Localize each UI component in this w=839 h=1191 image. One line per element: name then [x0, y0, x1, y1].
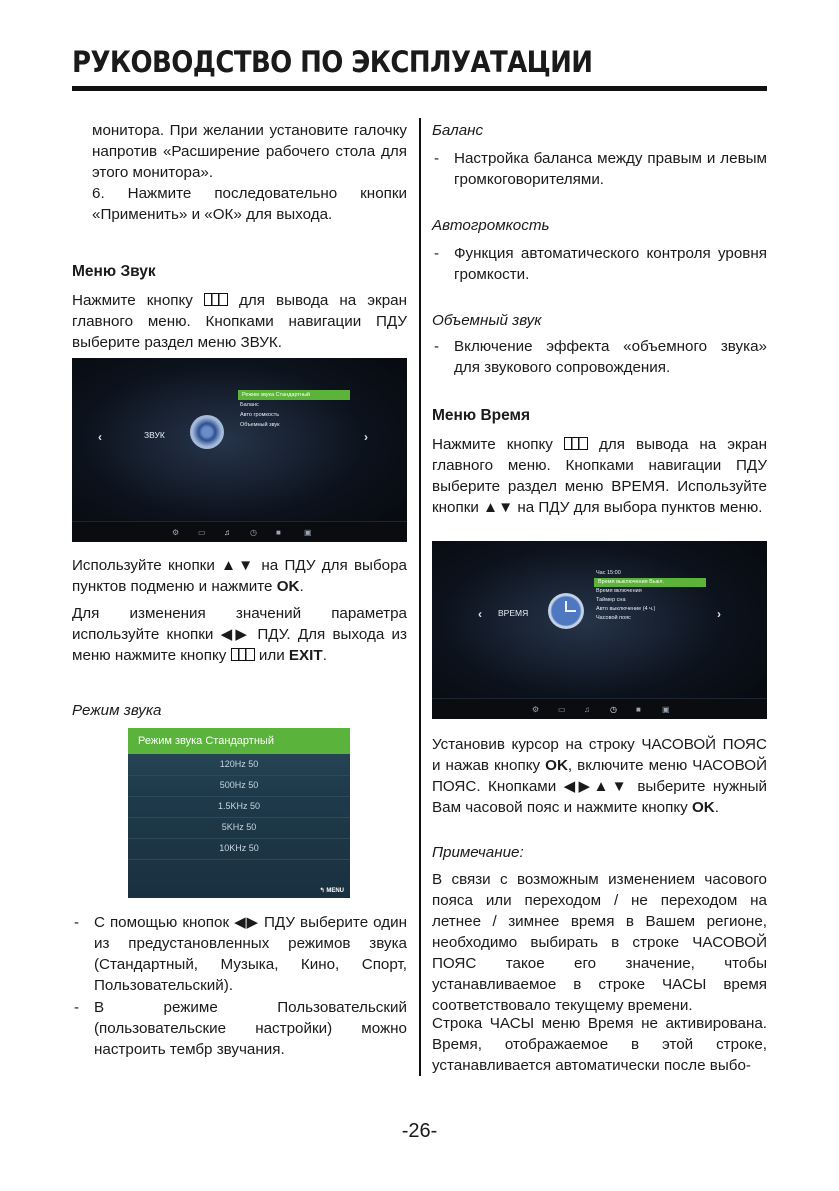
page-title: РУКОВОДСТВО ПО ЭКСПЛУАТАЦИИ [72, 46, 593, 80]
left-paragraph-2: 6. Нажмите последовательно кнопки «Применить» и «ОК» для выхода. [92, 185, 407, 223]
sound-mode-bullet-1: - С помощью кнопок ◀▶ ПДУ выберите один из предустановленных режимов звука (Стандартный, Музыка, Кино, Спорт, Пользовательский). [72, 912, 407, 996]
clock-row-text: Строка ЧАСЫ меню Время не активирована. Время, отображаемое в этой строке, устанавливается автоматически после выбо- [432, 1015, 767, 1074]
ok-label: OK [691, 799, 715, 816]
popup-menu-hint: ↰ MENU [319, 888, 344, 894]
exit-label: EXIT [288, 647, 323, 664]
note-icon: ♫ [584, 705, 590, 714]
sound-screen-item: Баланс [240, 402, 259, 408]
tz-text-b: , включите меню ЧАСОВОЙ ПОЯС. Кнопками ◀▶▲▼ выберите нужный Вам часовой пояс и нажмите кнопку [432, 757, 767, 816]
grid-icon: ■ [276, 528, 281, 537]
note-text: В связи с возможным изменением часового пояса или переходом / не переходом на летнее / зимнее время в Вашем регионе, необходимо выбирать в строке ЧАСОВОЙ ПОЯС такое его значение, чтобы устанавливаемое в строке ЧАСЫ время соответствовало текущему времени. [432, 871, 767, 1014]
time-screen-item: Час 15:00 [596, 570, 621, 576]
ok-label: OK [545, 757, 568, 774]
time-screen-item: Таймер сна [596, 597, 626, 603]
eq-row: 1.5KHz 50 [128, 796, 350, 818]
picture-icon: ⚙ [532, 705, 540, 714]
column-divider [419, 118, 421, 1076]
tv-right-arrow-icon: › [717, 607, 721, 621]
balance-text: - Настройка баланса между правым и левым громкоговорителями. [432, 148, 767, 190]
sound-speaker-icon [190, 415, 224, 449]
clock-icon: ◷ [250, 528, 257, 537]
time-screen-item: Часовой пояс [596, 615, 631, 621]
autovolume-heading: Автогромкость [432, 217, 550, 234]
change-values-text: Для изменения значений параметра используйте кнопки ◀▶ ПДУ. Для выхода из меню нажмите кнопку или EXIT. [72, 605, 407, 664]
change-text-b: или [258, 647, 285, 664]
tv-left-arrow-icon: ‹ [98, 430, 102, 444]
time-instr-a: Нажмите кнопку [432, 436, 553, 453]
clock-icon: ◷ [610, 705, 617, 714]
eq-row: 5KHz 50 [128, 817, 350, 839]
page-number: -26- [401, 1120, 438, 1142]
autovolume-text: - Функция автоматического контроля уровня громкости. [432, 243, 767, 285]
time-instr-b: для вывода на экран главного меню. Кнопками навигации ПДУ выберите раздел меню ВРЕМЯ. Используйте кнопки ▲▼ на ПДУ для выбора пунктов меню. [432, 436, 767, 516]
note-icon: ♫ [224, 528, 230, 537]
picture-icon: ⚙ [172, 528, 180, 537]
sound-mode-bullet-2: - В режиме Пользовательский (пользовательские настройки) можно настроить тембр звучания. [72, 997, 407, 1060]
menu-button-icon [231, 648, 255, 661]
eq-row: 500Hz 50 [128, 775, 350, 797]
sound-instr-a: Нажмите кнопку [72, 292, 193, 309]
sound-submenu-text: Используйте кнопки ▲▼ на ПДУ для выбора пунктов подменю и нажмите OK. [72, 557, 407, 595]
tv-right-arrow-icon: › [364, 430, 368, 444]
lock-icon: ▣ [304, 528, 312, 537]
sound-mode-popup [128, 728, 350, 898]
sound-menu-screenshot [72, 358, 407, 542]
tv-bottom-bar [72, 521, 407, 542]
popup-menu-label: MENU [326, 888, 344, 894]
time-screen-item: Авто выключение (4 ч.) [596, 606, 656, 612]
submenu-text-a: Используйте кнопки ▲▼ на ПДУ для выбора пунктов подменю и нажмите [72, 557, 407, 595]
eq-row: 10KHz 50 [128, 838, 350, 860]
lock-icon: ▣ [662, 705, 670, 714]
time-menu-screenshot [432, 541, 767, 719]
left-paragraph-1: монитора. При желании установите галочку напротив «Расширение рабочего стола для этого монитора». [92, 122, 407, 181]
note-heading: Примечание: [432, 844, 524, 861]
time-menu-instructions [432, 434, 767, 518]
menu-button-icon [564, 437, 588, 450]
popup-header: Режим звука Стандартный [128, 728, 350, 754]
sound-menu-instructions [72, 290, 407, 353]
sound-screen-label: ЗВУК [144, 430, 165, 440]
sound-instr-b: для вывода на экран главного меню. Кнопками навигации ПДУ выберите раздел меню ЗВУК. [72, 292, 407, 351]
tz-text-a: Установив курсор на строку ЧАСОВОЙ ПОЯС и нажав кнопку [432, 736, 767, 774]
sound-screen-item: Режим звука Стандартный [238, 390, 350, 400]
clock-face-icon [548, 593, 584, 629]
sound-mode-heading: Режим звука [72, 702, 162, 719]
surround-heading: Объемный звук [432, 312, 542, 329]
sound-screen-item: Объемный звук [240, 422, 280, 428]
surround-text: - Включение эффекта «объемного звука» для звукового сопровождения. [432, 336, 767, 378]
grid-icon: ■ [636, 705, 641, 714]
time-screen-label: ВРЕМЯ [498, 608, 529, 618]
change-text-a: Для изменения значений параметра используйте кнопки ◀▶ ПДУ. Для выхода из меню нажмите кнопку [72, 605, 407, 664]
time-screen-item: Время выключения Выкл. [594, 578, 706, 587]
ok-label: OK [276, 578, 300, 595]
balance-heading: Баланс [432, 122, 484, 139]
time-screen-item: Время включения [596, 588, 642, 594]
sound-menu-heading: Меню Звук [72, 263, 156, 280]
menu-button-icon [204, 293, 228, 306]
tv-icon: ▭ [198, 528, 206, 537]
time-menu-heading: Меню Время [432, 407, 531, 424]
eq-row: 120Hz 50 [128, 754, 350, 776]
tv-bottom-bar [432, 698, 767, 719]
tv-left-arrow-icon: ‹ [478, 607, 482, 621]
tv-icon: ▭ [558, 705, 566, 714]
sound-screen-item: Авто громкость [240, 412, 280, 418]
timezone-text: Установив курсор на строку ЧАСОВОЙ ПОЯС и нажав кнопку OK, включите меню ЧАСОВОЙ ПОЯС. Кнопками ◀▶▲▼ выберите нужный Вам часовой пояс и нажмите кнопку OK. [432, 736, 767, 816]
header-rule [72, 86, 767, 91]
